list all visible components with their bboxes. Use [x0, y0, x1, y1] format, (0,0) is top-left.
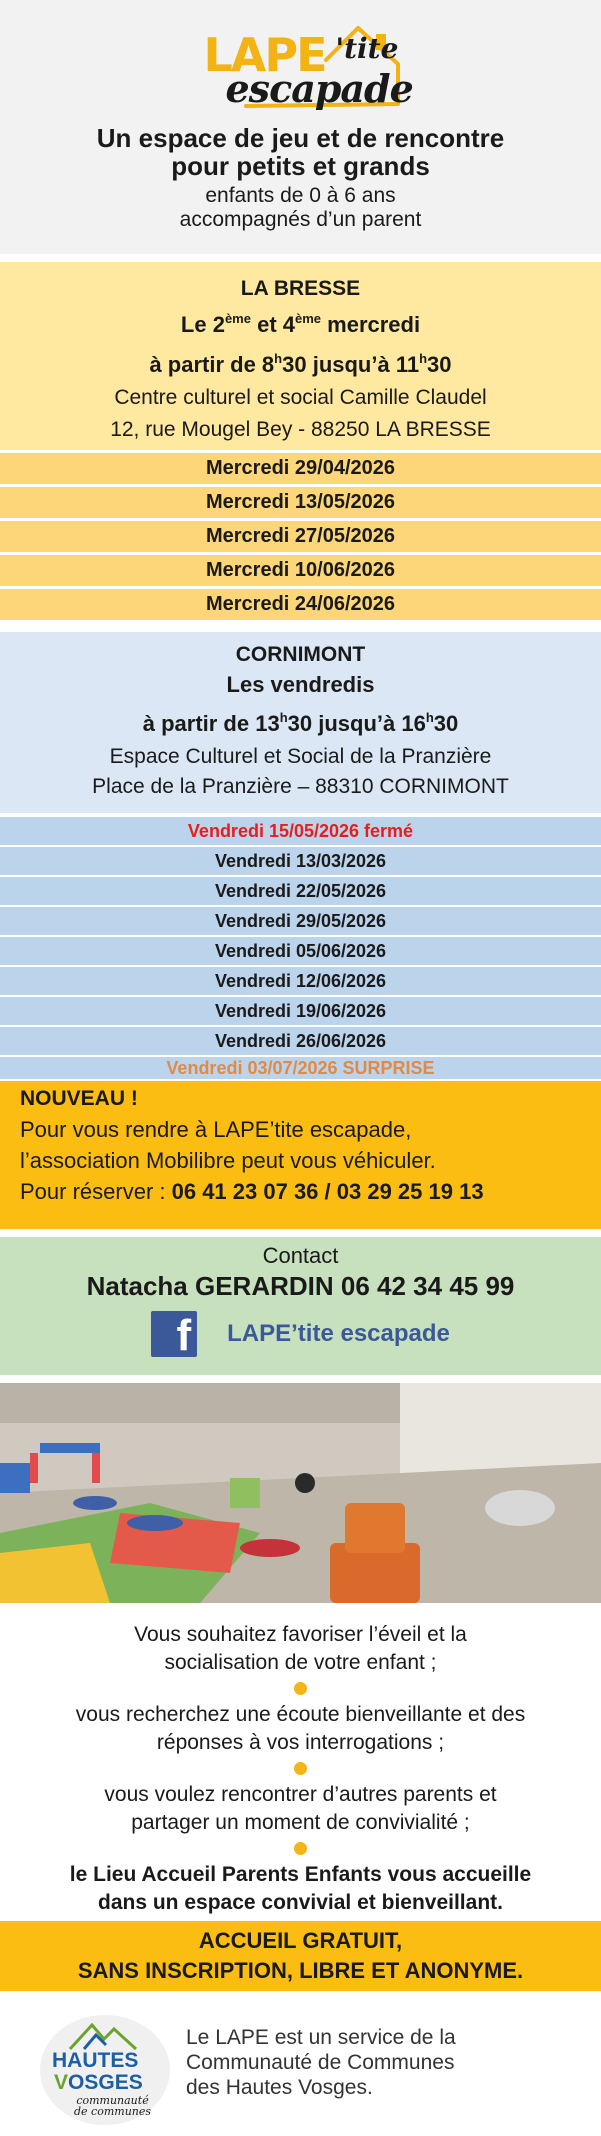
facebook-page-name: LAPE’tite escapade — [227, 1320, 450, 1347]
subheadline — [0, 184, 601, 232]
cornimont-date-row-surprise: Vendredi 03/07/2026 SURPRISE — [0, 1057, 601, 1079]
facebook-icon: f — [151, 1311, 197, 1357]
nouveau-title: NOUVEAU ! — [20, 1087, 138, 1110]
bresse-title: LA BRESSE — [240, 277, 361, 300]
info-p4-line1: le Lieu Accueil Parents Enfants vous accueille — [69, 1863, 532, 1886]
cornimont-date-row: Vendredi 22/05/2026 — [0, 877, 601, 905]
bresse-date-row: Mercredi 27/05/2026 — [0, 521, 601, 552]
nouveau-line2: l’association Mobilibre peut vous véhiculer. — [20, 1148, 436, 1173]
bresse-time: à partir de 8$^h$30 jusqu’à 11$^h$30 — [149, 351, 452, 377]
info-p2-line1: vous recherchez une écoute bienveillante et des — [75, 1703, 526, 1726]
logo-lape-text: LAPE — [203, 28, 326, 82]
logo-communaute: communauté de communes — [74, 2094, 152, 2118]
cornimont-date-row-closed: Vendredi 15/05/2026 fermé — [0, 817, 601, 845]
lape-logo — [186, 20, 416, 120]
playroom-photo — [0, 1383, 601, 1603]
bresse-schedule: Le 2ème et 4ème mercredi — [180, 311, 421, 337]
cornimont-time: à partir de 13$^h$30 jusqu’à 16$^h$30 — [142, 710, 459, 736]
footer-text-line1: Le LAPE est un service de la — [186, 2026, 456, 2049]
headline — [0, 124, 601, 180]
info-text — [0, 1603, 601, 1917]
nouveau-box — [0, 1081, 601, 1229]
cornimont-date-list — [0, 817, 601, 1079]
bresse-date-row: Mercredi 24/06/2026 — [0, 589, 601, 620]
gratuit-line2: SANS INSCRIPTION, LIBRE ET ANONYME. — [77, 1958, 524, 1983]
cornimont-info — [0, 632, 601, 813]
cornimont-date-row: Vendredi 29/05/2026 — [0, 907, 601, 935]
bullet-dot-icon — [294, 1842, 307, 1855]
cornimont-date-row: Vendredi 05/06/2026 — [0, 937, 601, 965]
hautes-vosges-logo — [40, 2015, 170, 2125]
info-p3-line1: vous voulez rencontrer d’autres parents et — [104, 1783, 497, 1806]
bresse-date-list — [0, 453, 601, 620]
bullet-dot-icon — [294, 1762, 307, 1775]
gratuit-banner — [0, 1921, 601, 1991]
footer-text-line3: des Hautes Vosges. — [186, 2076, 373, 2099]
nouveau-reserve — [20, 1176, 601, 1207]
subheadline-line2: accompagnés d’un parent — [179, 208, 422, 231]
contact-label: Contact — [262, 1243, 339, 1268]
bresse-date-row: Mercredi 13/05/2026 — [0, 487, 601, 518]
cornimont-date-row: Vendredi 12/06/2026 — [0, 967, 601, 995]
cornimont-date-row: Vendredi 26/06/2026 — [0, 1027, 601, 1055]
footer-text-line2: Communauté de Communes — [186, 2051, 455, 2074]
reserve-phones: 06 41 23 07 36 / 03 29 25 19 13 — [171, 1179, 484, 1204]
contact-name-phone: Natacha GERARDIN 06 42 34 45 99 — [86, 1271, 515, 1301]
logo-vosges: VOSGES — [54, 2071, 143, 2094]
headline-line1: Un espace de jeu et de rencontre — [96, 123, 505, 153]
bresse-info — [0, 262, 601, 450]
bresse-date-row: Mercredi 10/06/2026 — [0, 555, 601, 586]
cornimont-date-row: Vendredi 19/06/2026 — [0, 997, 601, 1025]
info-p1-line2: socialisation de votre enfant ; — [164, 1651, 437, 1674]
logo-tite-text: 'tite — [335, 32, 399, 65]
info-p1-line1: Vous souhaitez favoriser l’éveil et la — [134, 1623, 467, 1646]
info-p3-line2: partager un moment de convivialité ; — [131, 1811, 470, 1834]
headline-line2: pour petits et grands — [171, 151, 430, 181]
nouveau-line1: Pour vous rendre à LAPE’tite escapade, — [20, 1117, 412, 1142]
reserve-label: Pour réserver : — [20, 1179, 172, 1204]
bresse-address-line1: Centre culturel et social Camille Claudel — [114, 386, 487, 409]
cornimont-schedule: Les vendredis — [226, 672, 375, 697]
cornimont-address-line1: Espace Culturel et Social de la Pranzière — [109, 745, 492, 768]
bullet-dot-icon — [294, 1682, 307, 1695]
bresse-date-row: Mercredi 29/04/2026 — [0, 453, 601, 484]
footer — [0, 1991, 601, 2136]
footer-text — [186, 2025, 456, 2100]
facebook-link[interactable] — [0, 1311, 601, 1360]
contact-box — [0, 1237, 601, 1375]
header — [0, 0, 601, 254]
cornimont-title: CORNIMONT — [235, 643, 366, 666]
info-p2-line2: réponses à vos interrogations ; — [156, 1731, 445, 1754]
bresse-address-line2: 12, rue Mougel Bey - 88250 LA BRESSE — [110, 418, 491, 441]
info-p4-line2: dans un espace convivial et bienveillant. — [98, 1891, 503, 1914]
cornimont-date-row: Vendredi 13/03/2026 — [0, 847, 601, 875]
cornimont-address-line2: Place de la Pranzière – 88310 CORNIMONT — [92, 775, 509, 798]
logo-escapade-text: escapade — [225, 66, 413, 111]
logo-hautes: HAUTES — [52, 2049, 139, 2072]
subheadline-line1: enfants de 0 à 6 ans — [205, 184, 396, 207]
gratuit-line1: ACCUEIL GRATUIT, — [198, 1928, 403, 1953]
